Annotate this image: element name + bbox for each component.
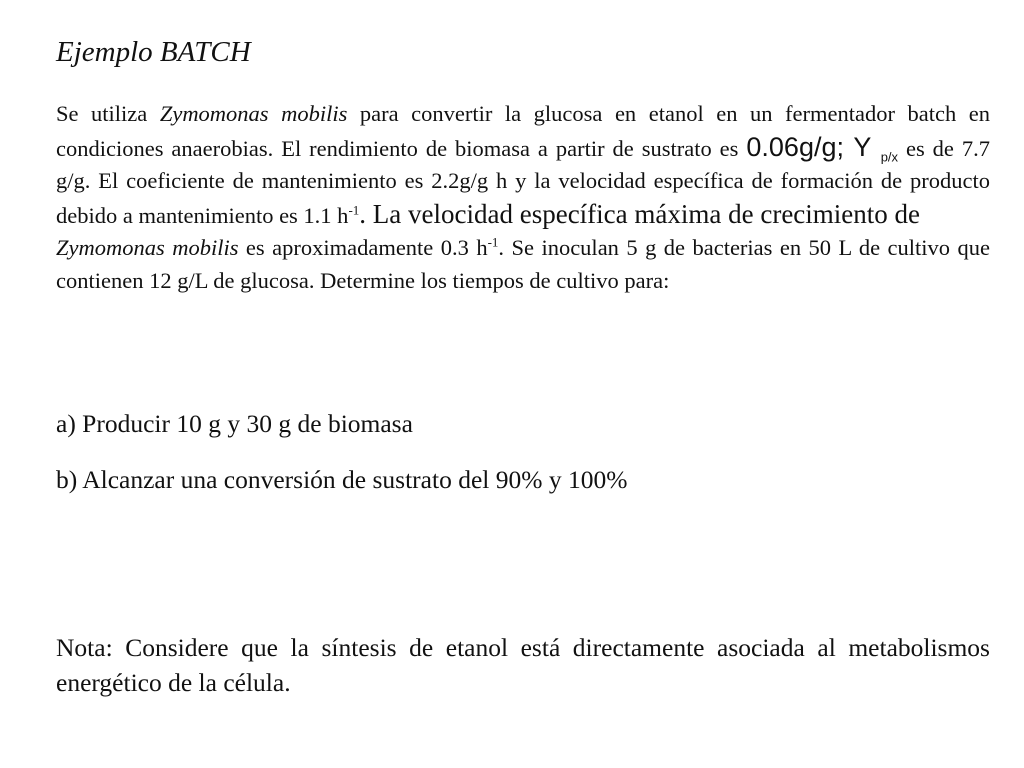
yield-value: 0.06g/g;: [746, 131, 844, 162]
paragraph-text-4: . La velocidad específica máxima de crecimiento de: [359, 198, 921, 229]
unit-superscript-2: -1: [487, 234, 499, 250]
yield-symbol: Y: [843, 131, 881, 162]
paragraph-text-1: Se utiliza: [56, 101, 160, 126]
unit-superscript-1: -1: [348, 202, 360, 217]
question-b: b) Alcanzar una conversión de sustrato del 90% y 100%: [56, 465, 628, 494]
paragraph-text-5: es aproximadamente 0.3 h: [238, 235, 488, 260]
organism-name: Zymomonas mobilis: [159, 101, 348, 126]
slide-title: Ejemplo BATCH: [56, 36, 251, 68]
paragraph-text-6: . Se inoculan 5 g de bacterias en 50 L de cultivo que contienen 12 g/L de glucosa. Determine los tiempos de cultivo para:: [56, 235, 990, 293]
problem-paragraph: [56, 98, 990, 297]
yield-subscript: p/x: [880, 149, 899, 164]
paragraph-text-2: para convertir la glucosa en etanol en un fermentador batch en condiciones anaerobias. El rendimiento de biomasa a partir de sustrato es: [56, 101, 991, 161]
question-a: a) Producir 10 g y 30 g de biomasa: [56, 409, 413, 438]
organism-name-2: Zymomonas mobilis: [56, 235, 239, 260]
note-text: Nota: Considere que la síntesis de etanol está directamente asociada al metabolismos energético de la célula.: [56, 633, 990, 697]
paragraph-text-3: es de 7.7 g/g. El coeficiente de mantenimiento es 2.2g/g h y la velocidad específica de formación de producto debido a mantenimiento es 1.1 h: [56, 135, 990, 228]
